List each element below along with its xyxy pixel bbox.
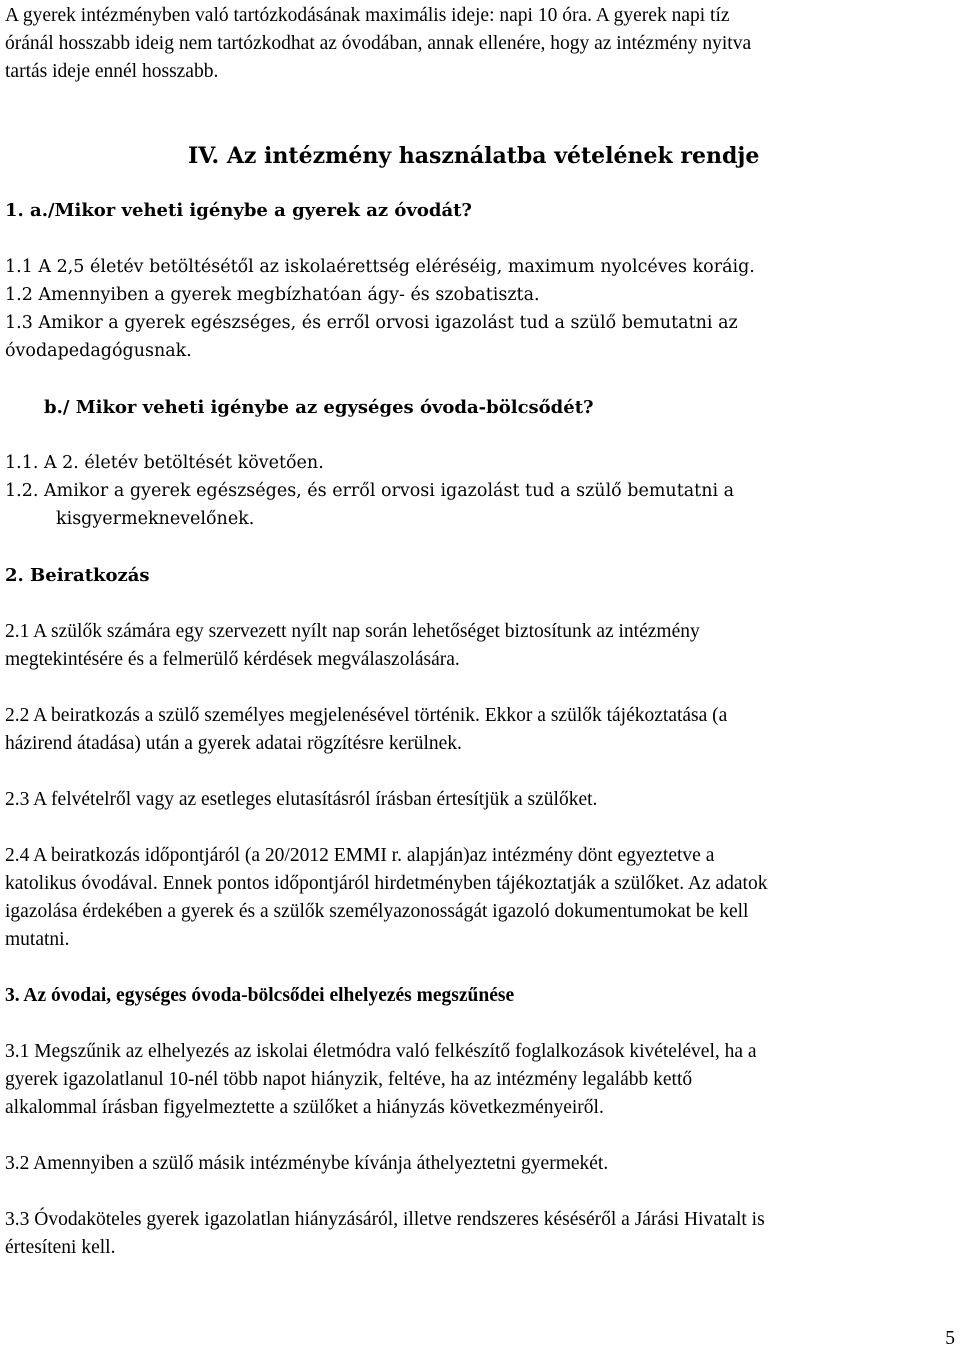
answer-b-1-2-line-2: kisgyermeknevelőnek. xyxy=(56,509,255,529)
answer-b-1-2-line-1: 1.2. Amikor a gyerek egészséges, és erről orvosi igazolást tud a szülő bemutatni a xyxy=(5,481,735,501)
paragraph-3-1-line-2: gyerek igazolatlanul 10-nél több napot hiányzik, feltéve, ha az intézmény legalább kettő xyxy=(5,1069,693,1090)
paragraph-2-4-line-4: mutatni. xyxy=(5,929,70,950)
question-a: 1. a./Mikor veheti igénybe a gyerek az óvodát? xyxy=(5,200,472,221)
answer-b-1-1: 1.1. A 2. életév betöltését követően. xyxy=(5,453,324,473)
section-heading-megszunes: 3. Az óvodai, egységes óvoda-bölcsődei elhelyezés megszűnése xyxy=(5,985,515,1006)
section-heading-iv: IV. Az intézmény használatba vételének rendje xyxy=(188,143,760,169)
intro-line-1: A gyerek intézményben való tartózkodásának maximális ideje: napi 10 óra. A gyerek napi tíz xyxy=(5,5,730,26)
question-b: b./ Mikor veheti igénybe az egységes óvoda-bölcsődét? xyxy=(44,397,594,418)
intro-line-2: óránál hosszabb ideig nem tartózkodhat az óvodában, annak ellenére, hogy az intézmény nyitva xyxy=(5,33,752,54)
paragraph-2-2-line-2: házirend átadása) után a gyerek adatai rögzítésre kerülnek. xyxy=(5,733,462,754)
answer-1-1: 1.1 A 2,5 életév betöltésétől az iskolaérettség eléréséig, maximum nyolcéves koráig. xyxy=(5,257,755,277)
paragraph-2-1-line-1: 2.1 A szülők számára egy szervezett nyílt nap során lehetőséget biztosítunk az intézmény xyxy=(5,621,700,642)
paragraph-2-3: 2.3 A felvételről vagy az esetleges elutasításról írásban értesítjük a szülőket. xyxy=(5,789,598,810)
answer-1-3-line-1: 1.3 Amikor a gyerek egészséges, és erről orvosi igazolást tud a szülő bemutatni az xyxy=(5,313,738,333)
paragraph-2-4-line-3: igazolása érdekében a gyerek és a szülők személyazonosságát igazoló dokumentumokat be kell xyxy=(5,901,749,922)
paragraph-2-4-line-1: 2.4 A beiratkozás időpontjáról (a 20/2012 EMMI r. alapján)az intézmény dönt egyeztetve a xyxy=(5,845,715,866)
paragraph-2-1-line-2: megtekintésére és a felmerülő kérdések megválaszolására. xyxy=(5,649,460,670)
paragraph-3-1-line-1: 3.1 Megszűnik az elhelyezés az iskolai életmódra való felkészítő foglalkozások kivételével, ha a xyxy=(5,1041,757,1062)
paragraph-3-2: 3.2 Amennyiben a szülő másik intézménybe kívánja áthelyeztetni gyermekét. xyxy=(5,1153,609,1174)
intro-line-3: tartás ideje ennél hosszabb. xyxy=(5,61,219,82)
page-number: 5 xyxy=(945,1328,955,1349)
answer-1-3-line-2: óvodapedagógusnak. xyxy=(5,341,192,361)
paragraph-3-3-line-1: 3.3 Óvodaköteles gyerek igazolatlan hiányzásáról, illetve rendszeres késéséről a Járási Hivatalt is xyxy=(5,1209,765,1230)
paragraph-2-4-line-2: katolikus óvodával. Ennek pontos időpontjáról hirdetményben tájékoztatják a szülőket. Az adatok xyxy=(5,873,768,894)
answer-1-2: 1.2 Amennyiben a gyerek megbízhatóan ágy- és szobatiszta. xyxy=(5,285,540,305)
section-heading-beiratkozas: 2. Beiratkozás xyxy=(5,565,150,586)
paragraph-3-3-line-2: értesíteni kell. xyxy=(5,1237,116,1258)
paragraph-2-2-line-1: 2.2 A beiratkozás a szülő személyes megjelenésével történik. Ekkor a szülők tájékoztatása (a xyxy=(5,705,728,726)
paragraph-3-1-line-3: alkalommal írásban figyelmeztette a szülőket a hiányzás következményeiről. xyxy=(5,1097,604,1118)
